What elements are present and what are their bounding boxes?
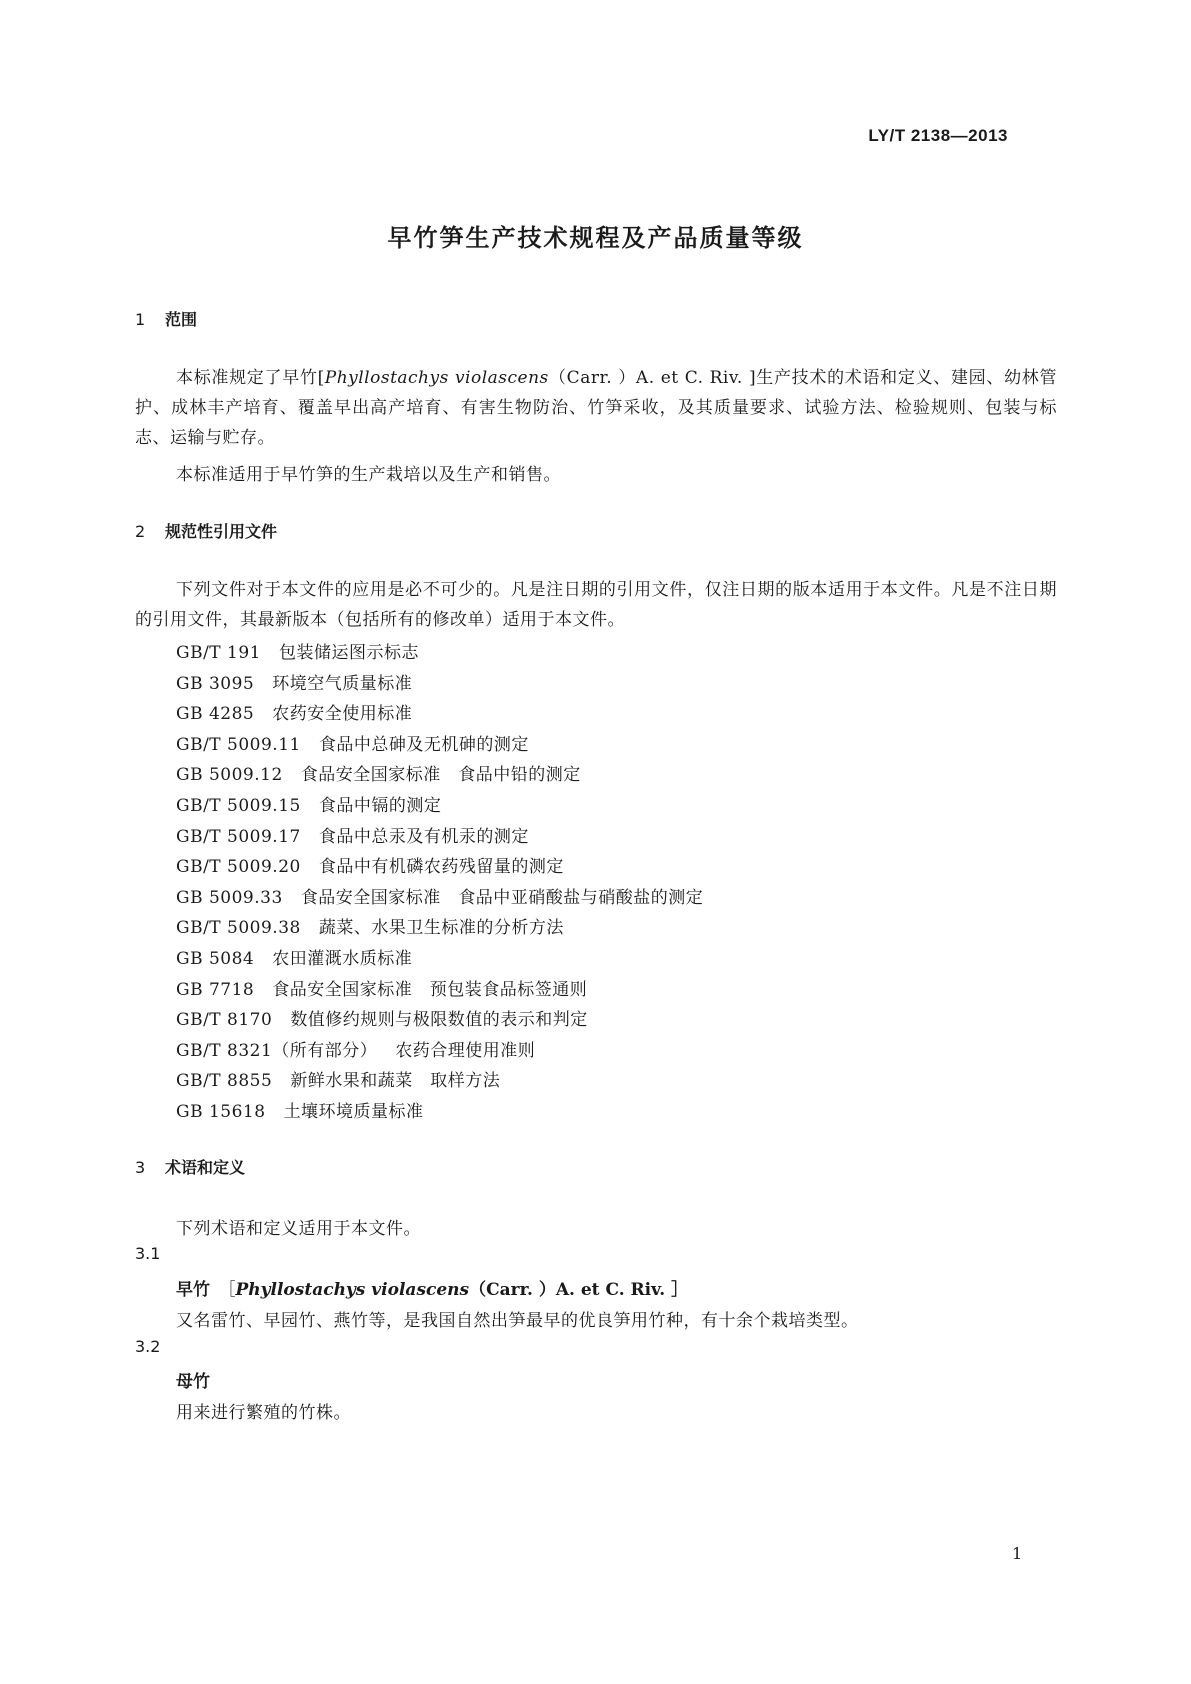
- reference-title: 土壤环境质量标准: [283, 1102, 424, 1122]
- reference-item: [176, 883, 703, 908]
- reference-code: GB/T 5009.20: [176, 857, 301, 877]
- term-heading: [176, 1367, 210, 1392]
- term-definition: 用来进行繁殖的竹株。: [176, 1403, 351, 1423]
- section-1-heading: [135, 307, 197, 330]
- bracket-open: ［: [227, 1280, 236, 1300]
- reference-item: [176, 1097, 424, 1122]
- reference-code: GB/T 5009.11: [176, 735, 301, 755]
- reference-item: [176, 699, 412, 724]
- document-title: 早竹笋生产技术规程及产品质量等级: [387, 224, 804, 252]
- reference-code: GB 3095: [176, 674, 255, 694]
- reference-title: 食品中镉的测定: [318, 796, 442, 816]
- reference-title: 食品中总砷及无机砷的测定: [318, 735, 529, 755]
- scope-text-a: 本标准规定了早竹[: [176, 368, 325, 388]
- section-title: 规范性引用文件: [165, 522, 278, 541]
- reference-title: 食品中有机磷农药残留量的测定: [318, 857, 564, 877]
- reference-code: GB/T 5009.17: [176, 827, 301, 847]
- reference-item: [176, 822, 529, 847]
- term-heading: [176, 1275, 688, 1300]
- reference-item: [176, 1066, 500, 1091]
- reference-item: [176, 638, 419, 663]
- reference-item: [176, 1036, 535, 1061]
- reference-title: 包装储运图示标志: [279, 643, 419, 663]
- term-latin-name: Phyllostachys violascens: [235, 1280, 470, 1300]
- reference-item: [176, 944, 412, 969]
- reference-item: [176, 1005, 588, 1030]
- reference-code: GB 4285: [176, 704, 255, 724]
- reference-item: [176, 730, 529, 755]
- reference-title: 农药合理使用准则: [395, 1041, 536, 1061]
- reference-item: [176, 791, 441, 816]
- reference-title: 食品中总汞及有机汞的测定: [318, 827, 529, 847]
- section-title: 范围: [165, 310, 198, 329]
- reference-code: GB 7718: [176, 980, 255, 1000]
- section-number: 2: [135, 522, 146, 541]
- reference-code: GB 5009.12: [176, 765, 283, 785]
- reference-title: 新鲜水果和蔬菜 取样方法: [290, 1071, 501, 1091]
- reference-title: 数值修约规则与极限数值的表示和判定: [290, 1010, 588, 1030]
- term-definition: 又名雷竹、早园竹、燕竹等，是我国自然出笋最早的优良笋用竹种，有十余个栽培类型。: [176, 1311, 859, 1331]
- section-number: 3: [135, 1158, 146, 1177]
- reference-title: 食品安全国家标准 食品中铅的测定: [300, 765, 581, 785]
- reference-code: GB/T 5009.15: [176, 796, 301, 816]
- standard-code: LY/T 2138—2013: [868, 126, 1008, 145]
- reference-code: GB 15618: [176, 1102, 266, 1122]
- reference-item: [176, 669, 412, 694]
- reference-item: [176, 760, 581, 785]
- references-intro: 下列文件对于本文件的应用是必不可少的。凡是注日期的引用文件，仅注日期的版本适用于本文件。凡是不注日期的引用文件，其最新版本（包括所有的修改单）适用于本文件。: [135, 580, 1057, 630]
- reference-code: GB 5084: [176, 949, 255, 969]
- term-authority: （Carr. ）A. et C. Riv. ］: [469, 1280, 689, 1300]
- section-title: 术语和定义: [165, 1158, 246, 1177]
- reference-item: [176, 852, 564, 877]
- reference-code: GB/T 8855: [176, 1071, 273, 1091]
- reference-code: GB 5009.33: [176, 888, 283, 908]
- reference-code: GB/T 5009.38: [176, 918, 301, 938]
- reference-item: [176, 975, 587, 1000]
- section-2-heading: [135, 519, 277, 542]
- reference-title: 食品安全国家标准 食品中亚硝酸盐与硝酸盐的测定: [300, 888, 704, 908]
- term-name: 早竹: [176, 1280, 210, 1300]
- reference-code: GB/T 191: [176, 643, 261, 663]
- reference-title: 食品安全国家标准 预包装食品标签通则: [272, 980, 588, 1000]
- terms-intro: 下列术语和定义适用于本文件。: [176, 1219, 421, 1239]
- term-number: 3.1: [135, 1244, 161, 1263]
- term-number: 3.2: [135, 1337, 161, 1356]
- scope-latin-name: Phyllostachys violascens: [324, 368, 549, 388]
- reference-title: 蔬菜、水果卫生标准的分析方法: [318, 918, 564, 938]
- section-number: 1: [135, 310, 146, 329]
- page-number: 1: [1012, 1544, 1023, 1563]
- scope-text-b: （Carr. ）A. et C. Riv. ]生产技术的术语和定义、建园、幼林管护、成林丰产培育、覆盖早出高产培育、有害生物防治、竹笋采收，及其质量要求、试验方法、检验规则、包装与标志、运输与贮存。: [135, 368, 1057, 448]
- reference-code: GB/T 8321（所有部分）: [176, 1041, 378, 1061]
- reference-title: 农药安全使用标准: [272, 704, 413, 724]
- reference-code: GB/T 8170: [176, 1010, 273, 1030]
- reference-title: 环境空气质量标准: [272, 674, 413, 694]
- section-3-heading: [135, 1155, 245, 1178]
- reference-title: 农田灌溉水质标准: [272, 949, 413, 969]
- scope-paragraph: [135, 363, 1057, 453]
- reference-item: [176, 913, 564, 938]
- term-name: 母竹: [176, 1372, 210, 1392]
- scope-applicability: 本标准适用于早竹笋的生产栽培以及生产和销售。: [176, 465, 561, 485]
